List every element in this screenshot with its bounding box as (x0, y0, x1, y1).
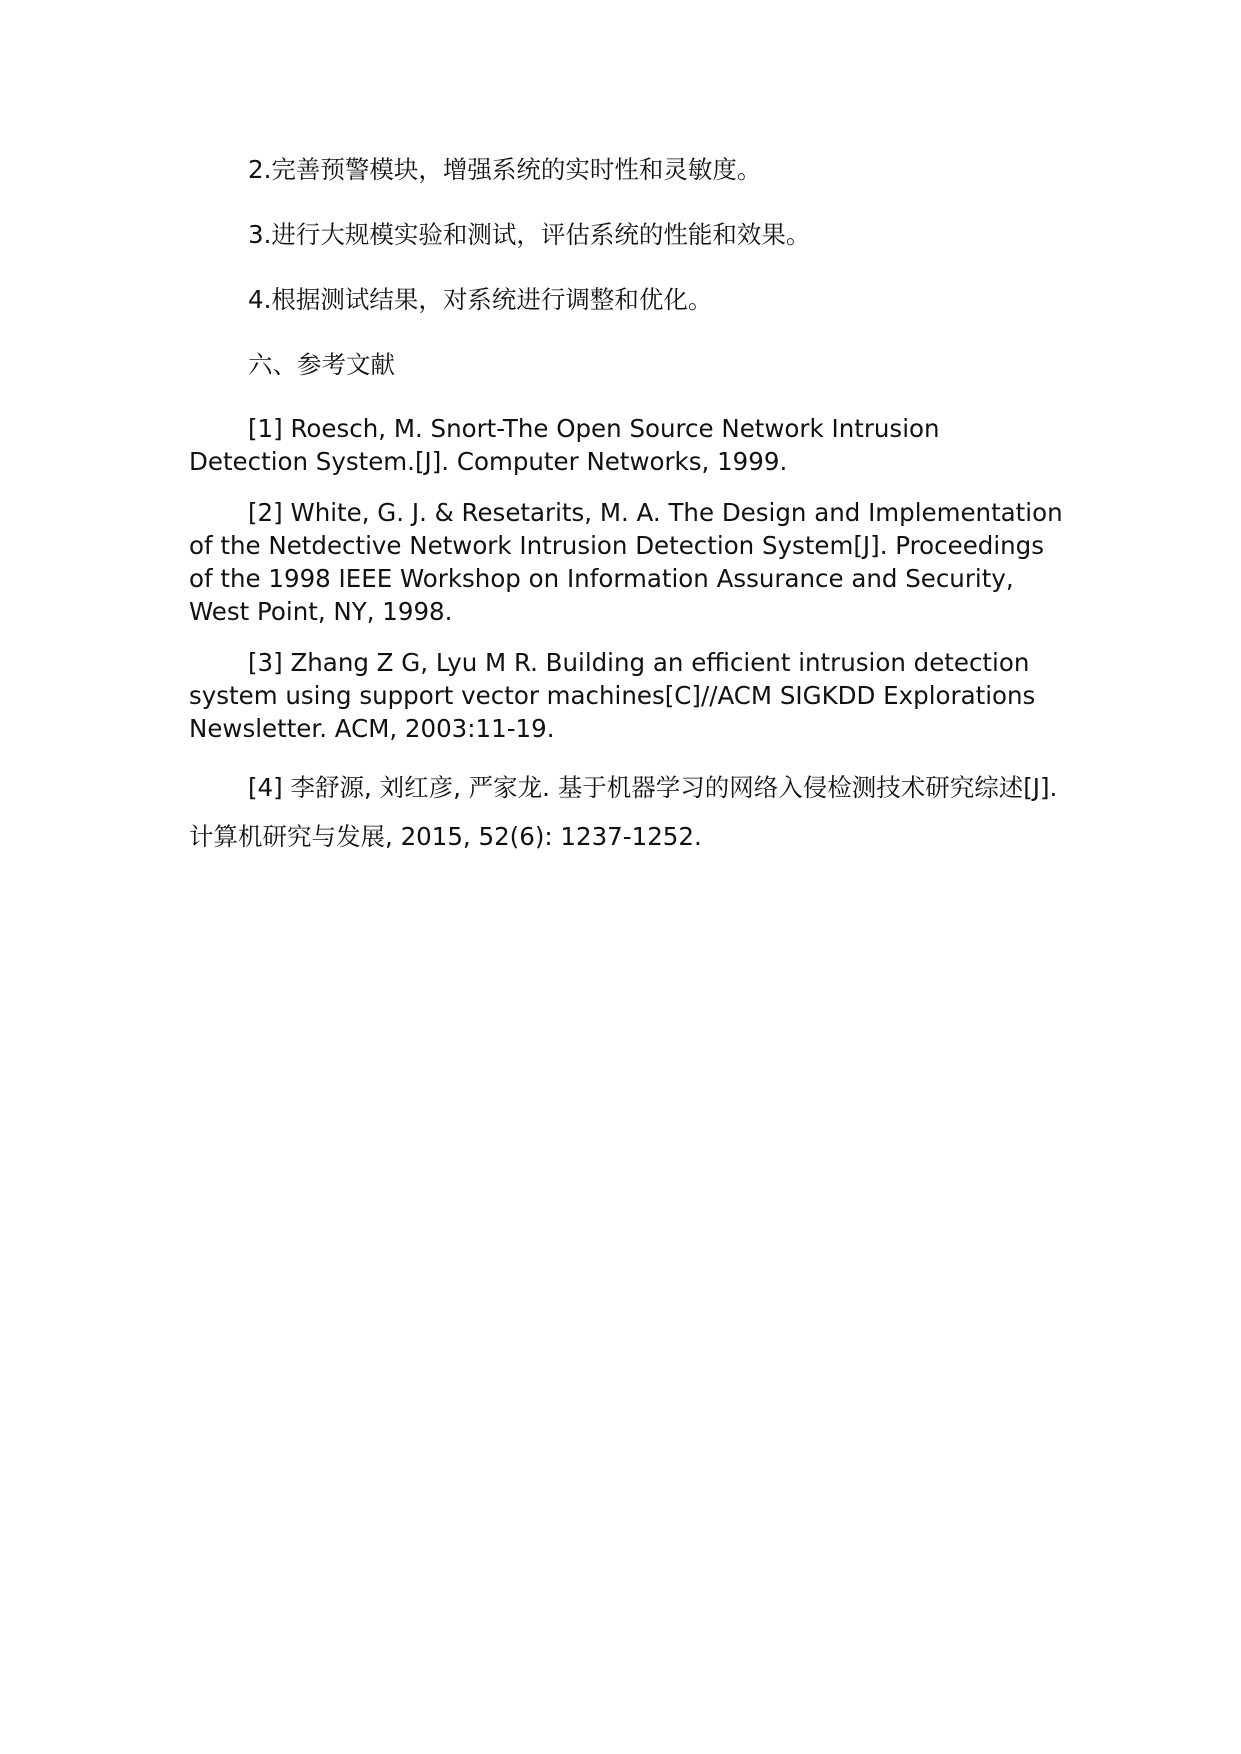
reference-item: [4] 李舒源, 刘红彦, 严家龙. 基于机器学习的网络入侵检测技术研究综述[J]. 计算机研究与发展, 2015, 52(6): 1237-1252. (189, 773, 1058, 851)
reference-item: [3] Zhang Z G, Lyu M R. Building an efficient intrusion detection system using support vector machines[C]//ACM SIGKDD Explorations Newsletter. ACM, 2003:11-19. (189, 648, 1036, 743)
list-item: 2.完善预警模块，增强系统的实时性和灵敏度。 (248, 155, 762, 184)
list-item: 4.根据测试结果，对系统进行调整和优化。 (248, 285, 713, 314)
references-heading: 六、参考文献 (248, 350, 395, 379)
reference-item: [1] Roesch, M. Snort-The Open Source Network Intrusion Detection System.[J]. Computer Networks, 1999. (189, 414, 940, 476)
page-content (189, 155, 1064, 861)
reference-item: [2] White, G. J. & Resetarits, M. A. The Design and Implementation of the Netdective Network Intrusion Detection System[J]. Proceedings of the 1998 IEEE Workshop on Information Assurance and Security, West Point, NY, 1998. (189, 498, 1063, 626)
list-item: 3.进行大规模实验和测试，评估系统的性能和效果。 (248, 220, 811, 249)
